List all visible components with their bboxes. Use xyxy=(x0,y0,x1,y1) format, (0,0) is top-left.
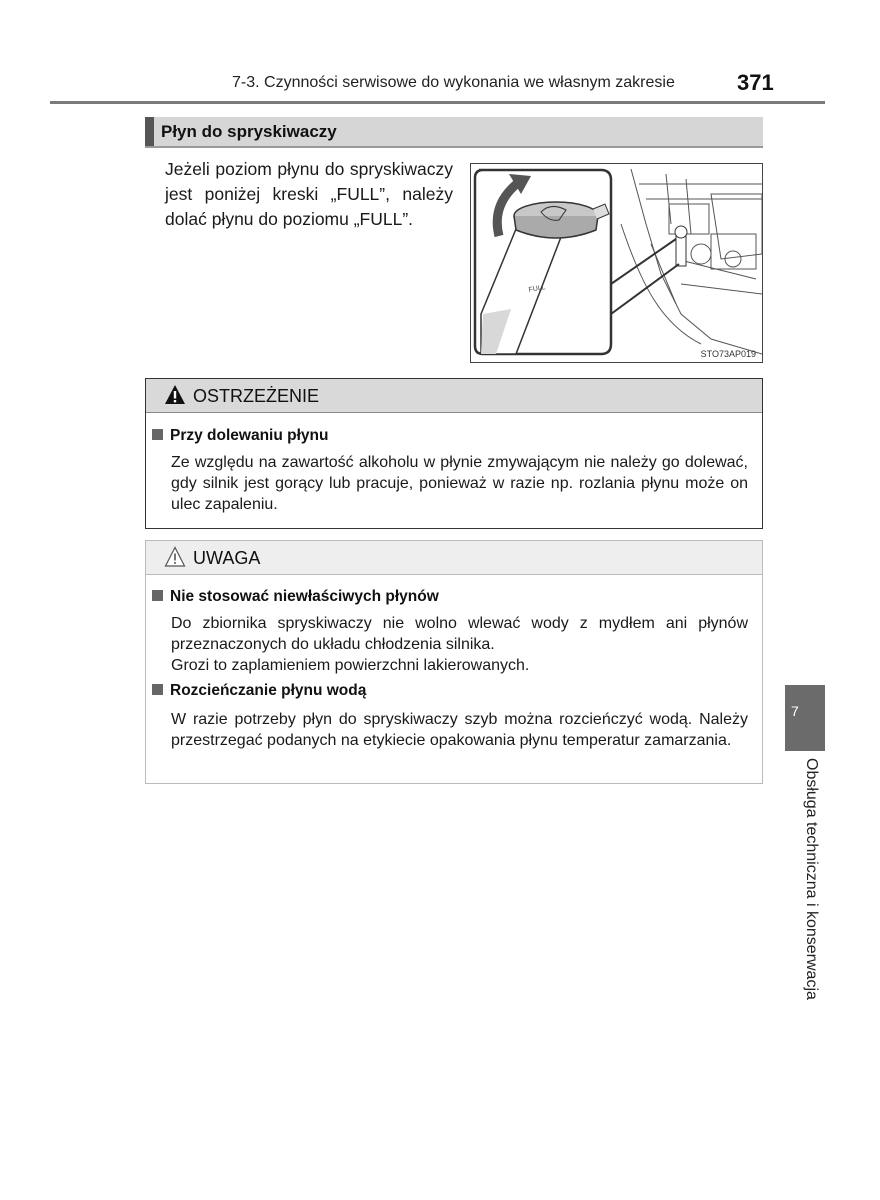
page-number: 371 xyxy=(737,70,774,95)
caution-box xyxy=(145,540,763,784)
caution-text-1: Do zbiornika spryskiwaczy nie wolno wlewać wody z mydłem ani płynów przeznaczonych do układu chłodzenia silnika. Grozi to zaplamieniem powierzchni lakierowanych. xyxy=(171,615,748,674)
washer-fluid-figure xyxy=(470,163,763,363)
chapter-side-title: Obsługa techniczna i konserwacja xyxy=(803,758,820,1000)
section-title: Płyn do spryskiwaczy xyxy=(161,122,337,141)
page-header-title: 7-3. Czynności serwisowe do wykonania we własnym zakresie xyxy=(232,74,675,91)
chapter-tab xyxy=(785,685,825,751)
warning-subheading: Przy dolewaniu płynu xyxy=(152,427,328,445)
bullet-square-icon xyxy=(152,590,163,601)
caution-text-2: W razie potrzeby płyn do spryskiwaczy szyb można rozcieńczyć wodą. Należy przestrzegać podanych na etykiecie opakowania płynu temperatur zamarzania. xyxy=(171,711,748,749)
chapter-number: 7 xyxy=(791,703,799,719)
caution-subheading-2: Rozcieńczanie płynu wodą xyxy=(152,682,366,700)
warning-label: OSTRZEŻENIE xyxy=(193,386,320,406)
section-heading xyxy=(145,117,763,148)
bullet-square-icon xyxy=(152,429,163,440)
washer-reservoir-illustration xyxy=(471,164,762,362)
warning-triangle-icon xyxy=(164,384,186,406)
warning-box xyxy=(145,378,763,529)
warning-text: Ze względu na zawartość alkoholu w płynie zmywającym nie należy go dolewać, gdy silnik jest gorący lub pracuje, ponieważ w razie np. rozlania płynu może on ulec zapaleniu. xyxy=(171,454,748,513)
warning-header xyxy=(146,379,762,413)
figure-code: STO73AP019 xyxy=(700,349,756,359)
cap-full-mark: FULL xyxy=(528,284,547,294)
caution-header xyxy=(146,541,762,575)
caution-label: UWAGA xyxy=(193,548,261,568)
bullet-square-icon xyxy=(152,684,163,695)
caution-triangle-icon xyxy=(164,546,186,568)
caution-subheading-1: Nie stosować niewłaściwych płynów xyxy=(152,588,439,606)
header-divider xyxy=(50,101,825,104)
section-heading-accent xyxy=(145,117,154,146)
intro-paragraph: Jeżeli poziom płynu do spryskiwaczy jest poniżej kreski „FULL”, należy dolać płynu do poziomu „FULL”. xyxy=(165,159,453,229)
